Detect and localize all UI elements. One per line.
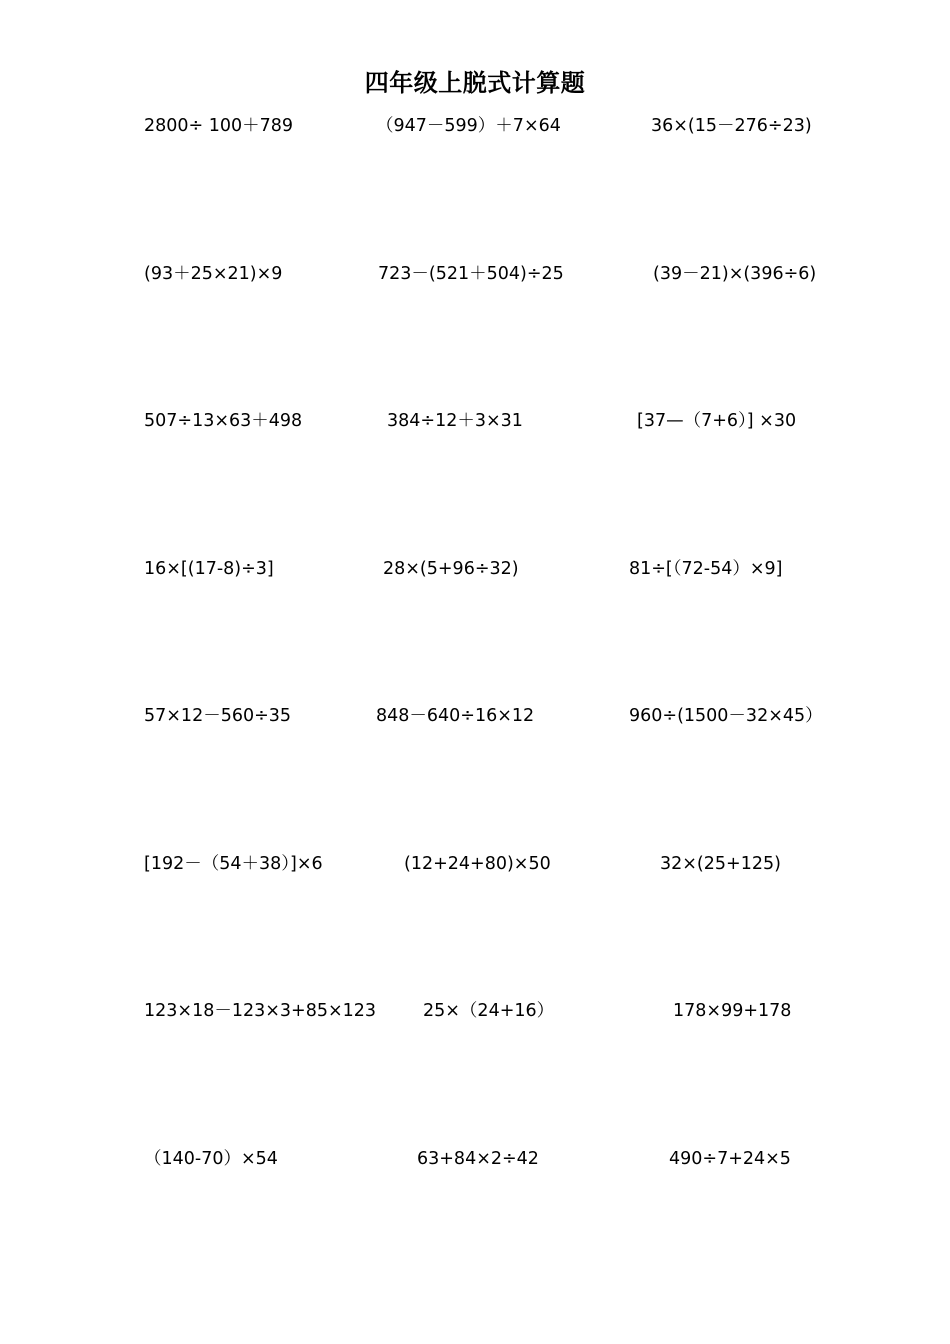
problem-3-3: [37—（7+6）] ×30	[637, 411, 797, 431]
problem-6-2: (12+24+80)×50	[404, 854, 551, 874]
problem-7-2: 25×（24+16）	[423, 1001, 555, 1021]
problem-1-3: 36×(15－276÷23)	[651, 116, 812, 136]
problem-8-2: 63+84×2÷42	[417, 1149, 539, 1169]
problem-1-2: （947－599）＋7×64	[376, 116, 561, 136]
problem-2-1: (93＋25×21)×9	[144, 264, 283, 284]
problem-3-1: 507÷13×63＋498	[144, 411, 303, 431]
problem-4-2: 28×(5+96÷32)	[383, 559, 519, 579]
problem-5-3: 960÷(1500－32×45）	[629, 706, 823, 726]
problem-1-1: 2800÷ 100＋789	[144, 116, 294, 136]
problem-2-3: (39－21)×(396÷6)	[653, 264, 817, 284]
problem-8-1: （140-70）×54	[144, 1149, 278, 1169]
problem-4-1: 16×[(17-8)÷3]	[144, 559, 274, 579]
problem-5-2: 848－640÷16×12	[376, 706, 535, 726]
page-title: 四年级上脱式计算题	[364, 69, 586, 97]
problem-3-2: 384÷12＋3×31	[387, 411, 523, 431]
problem-7-1: 123×18－123×3+85×123	[144, 1001, 377, 1021]
problem-6-1: [192－（54＋38）]×6	[144, 854, 323, 874]
problem-2-2: 723－(521＋504)÷25	[378, 264, 564, 284]
problem-8-3: 490÷7+24×5	[669, 1149, 791, 1169]
problem-4-3: 81÷[（72-54）×9]	[629, 559, 783, 579]
problem-7-3: 178×99+178	[673, 1001, 792, 1021]
problem-5-1: 57×12－560÷35	[144, 706, 292, 726]
problem-6-3: 32×(25+125)	[660, 854, 781, 874]
